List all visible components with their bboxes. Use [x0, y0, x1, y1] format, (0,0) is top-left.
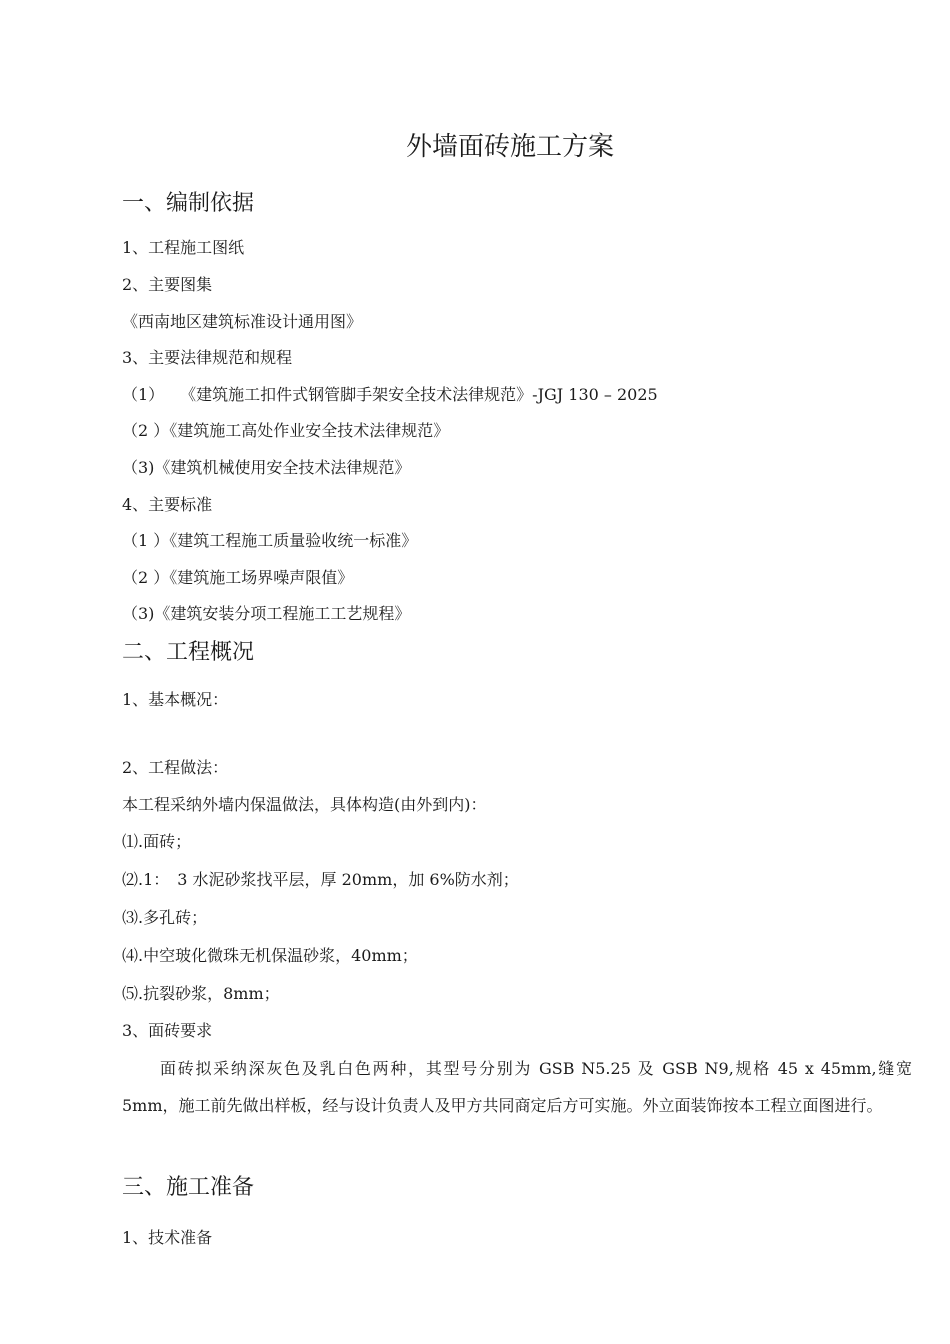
section-heading-basis: 一、编制依据 — [122, 191, 255, 216]
text-line: 3、面砖要求 — [122, 1021, 213, 1040]
text-line: ⑵.1： 3 水泥砂浆找平层，厚 20mm，加 6%防水剂； — [122, 870, 519, 889]
text-line: 本工程采纳外墙内保温做法，具体构造(由外到内)： — [122, 795, 487, 814]
text-line: （2 ）《建筑施工场界噪声限值》 — [122, 568, 354, 587]
text-line: ⑶.多孔砖； — [122, 908, 208, 927]
text-line: 3、主要法律规范和规程 — [122, 348, 293, 367]
document-title: 外墙面砖施工方案 — [405, 132, 614, 162]
text-line: 1、工程施工图纸 — [122, 238, 245, 257]
text-line: ⑷.中空玻化微珠无机保温砂浆，40mm； — [122, 946, 418, 965]
text-line: 4、主要标准 — [122, 495, 213, 514]
text-line: （1 ）《建筑工程施工质量验收统一标准》 — [122, 531, 418, 550]
text-line: 1、技术准备 — [122, 1228, 213, 1247]
text-line: 1、基本概况： — [122, 690, 229, 709]
text-line: （1） 《建筑施工扣件式钢管脚手架安全技术法律规范》-JGJ 130 – 2025 — [122, 385, 658, 404]
text-line: 2、主要图集 — [122, 275, 213, 294]
text-line: ⑴.面砖； — [122, 832, 192, 851]
section-heading-overview: 二、工程概况 — [122, 640, 255, 665]
text-line: （3)《建筑安装分项工程施工工艺规程》 — [122, 604, 411, 623]
text-line: 《西南地区建筑标准设计通用图》 — [122, 312, 363, 331]
section-heading-preparation: 三、施工准备 — [122, 1175, 255, 1200]
tile-requirement-paragraph: 面砖拟采纳深灰色及乳白色两种，其型号分别为 GSB N5.25 及 GSB N9,规格 45 x 45mm,缝宽 5mm，施工前先做出样板，经与设计负责人及甲方共同商定后方可实施。外立面装饰按本工程立面图进行。 — [122, 1059, 912, 1115]
text-line: （2 ）《建筑施工高处作业安全技术法律规范》 — [122, 421, 450, 440]
text-line: ⑸.抗裂砂浆，8mm； — [122, 984, 280, 1003]
text-line: （3)《建筑机械使用安全技术法律规范》 — [122, 458, 411, 477]
text-line: 2、工程做法： — [122, 758, 229, 777]
